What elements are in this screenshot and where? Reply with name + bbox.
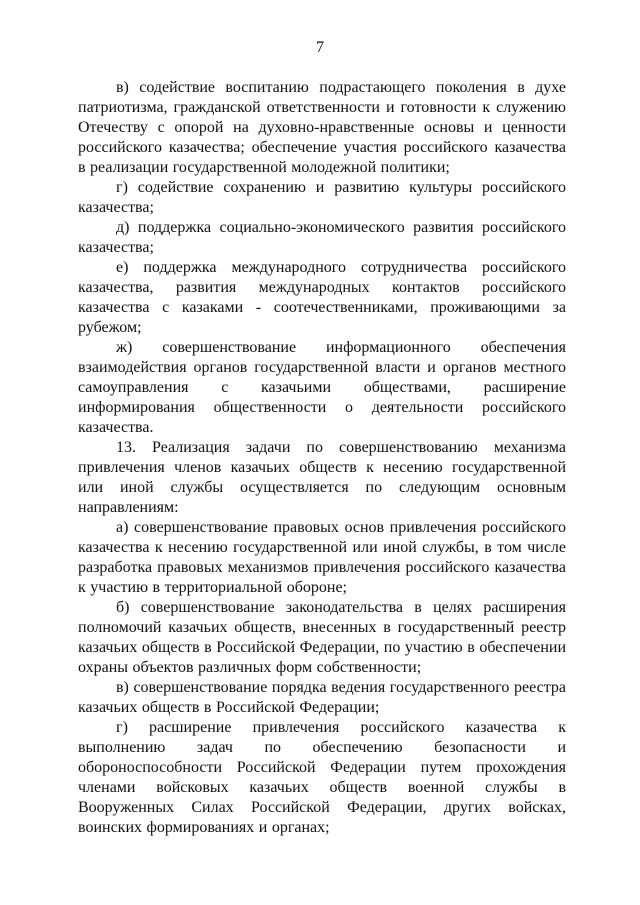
page-number: 7 — [316, 39, 324, 56]
paragraph: 13. Реализация задачи по совершенствованию механизма привлечения членов казачьих обществ к несению государственной или иной службы осуществляется по следующим основным направлениям: — [78, 439, 566, 516]
paragraph: в) содействие воспитанию подрастающего поколения в духе патриотизма, гражданской ответственности и готовности к служению Отечеству с опорой на духовно-нравственные основы и ценности российского казачества; обеспечение участия российского казачества в реализации государственной молодежной политики; — [78, 79, 566, 176]
paragraph: г) содействие сохранению и развитию культуры российского казачества; — [78, 179, 566, 216]
paragraph: е) поддержка международного сотрудничества российского казачества, развития международных контактов российского казачества с казаками - соотечественниками, проживающими за рубежом; — [78, 259, 566, 336]
paragraph: г) расширение привлечения российского казачества к выполнению задач по обеспечению безопасности и обороноспособности Российской Федерации путем прохождения членами войсковых казачьих обществ военной службы в Вооруженных Силах Российской Федерации, других войсках, воинских формированиях и органах; — [78, 719, 566, 836]
paragraph: б) совершенствование законодательства в целях расширения полномочий казачьих обществ, внесенных в государственный реестр казачьих обществ в Российской Федерации, по участию в обеспечении охраны объектов различных форм собственности; — [78, 599, 566, 676]
paragraph: д) поддержка социально-экономического развития российского казачества; — [78, 219, 566, 256]
document-body — [78, 78, 566, 838]
paragraph: ж) совершенствование информационного обеспечения взаимодействия органов государственной власти и органов местного самоуправления с казачьими обществами, расширение информирования общественности о деятельности российского казачества. — [78, 339, 566, 436]
paragraph: в) совершенствование порядка ведения государственного реестра казачьих обществ в Российской Федерации; — [78, 679, 566, 716]
paragraph: а) совершенствование правовых основ привлечения российского казачества к несению государственной или иной службы, в том числе разработка правовых механизмов привлечения российского казачества к участию в территориальной обороне; — [78, 519, 566, 596]
